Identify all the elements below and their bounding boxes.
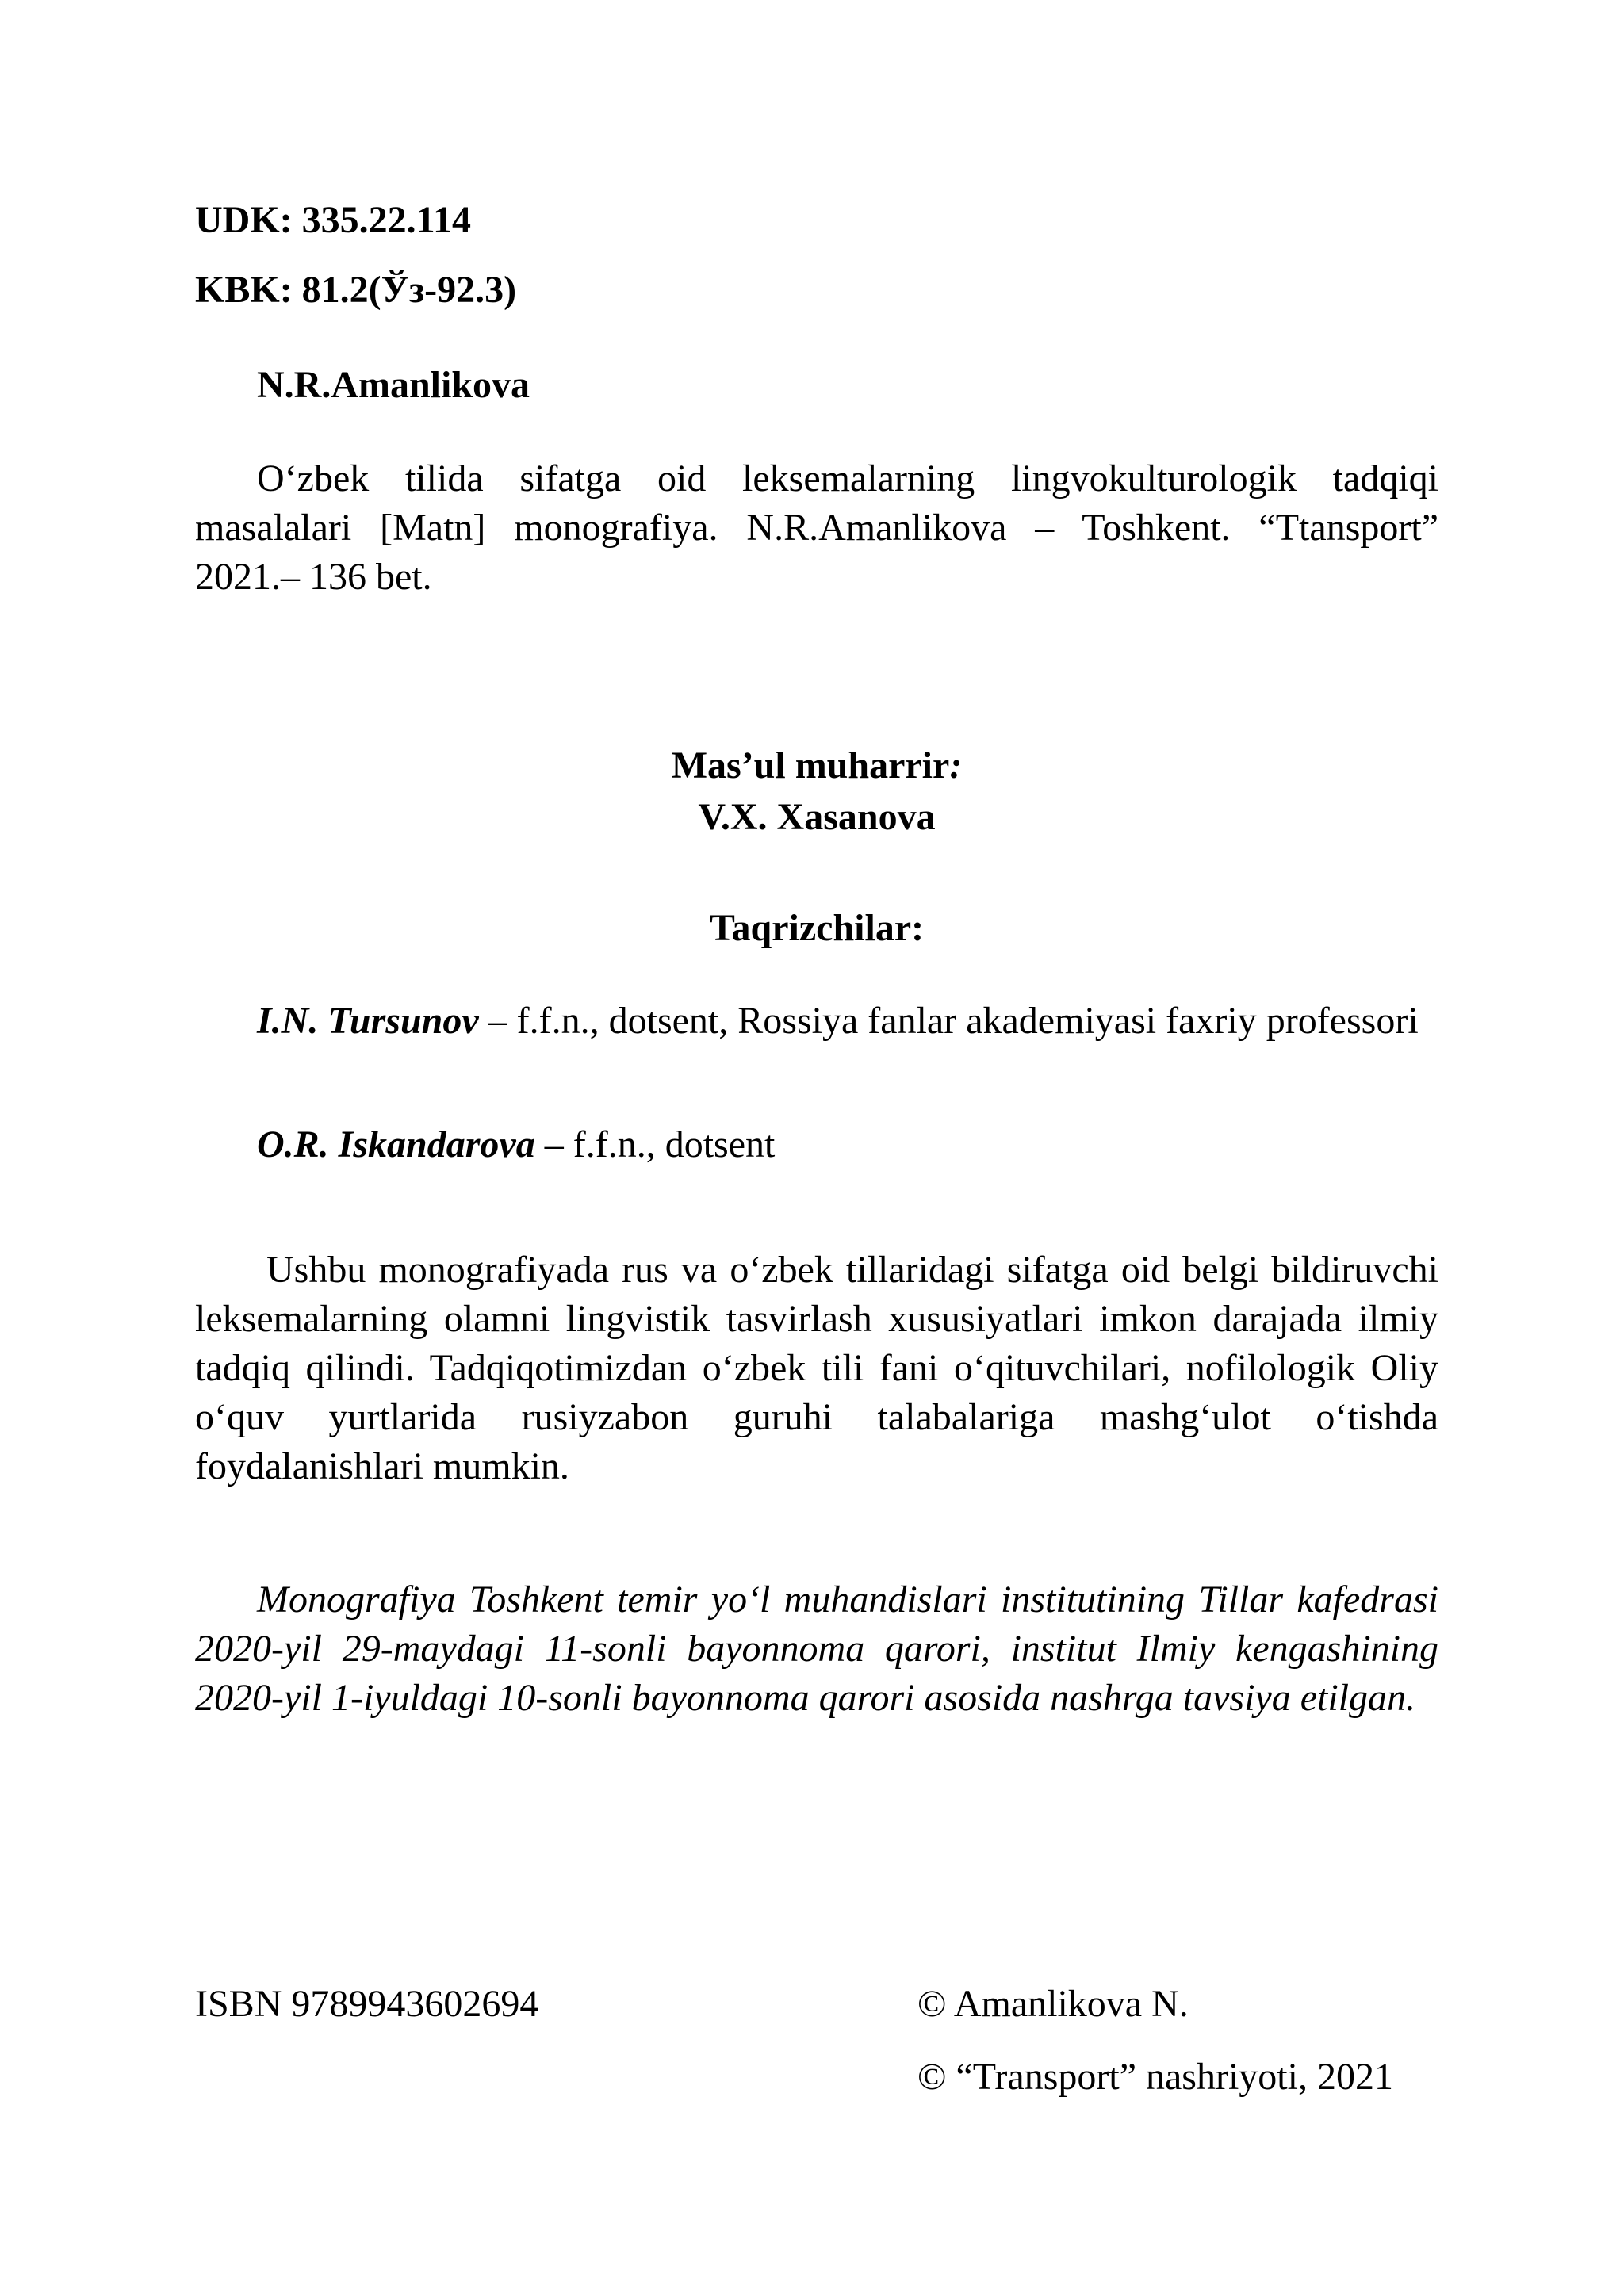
abstract-paragraph: Ushbu monografiyada rus va o‘zbek tillaridagi sifatga oid belgi bildiruvchi leksemalarning olamni lingvistik tasvirlash xususiyatlari imkon darajada ilmiy tadqiq qilindi. Tadqiqotimizdan o‘zbek tili fani o‘qituvchilari, nofilologik Oliy o‘quv yurtlarida rusiyzabon guruhi talabalariga mashg‘ulot o‘tishda foydalanishlari mumkin. — [195, 1249, 1438, 1487]
reviewer-details: – f.f.n., dotsent — [534, 1123, 776, 1165]
reviewer-name: O.R. Iskandarova — [257, 1123, 535, 1165]
copyright-publisher: © “Transport” nashriyoti, 2021 — [917, 2056, 1393, 2098]
author-name: N.R.Amanlikova — [257, 364, 530, 406]
reviewer-name: I.N. Tursunov — [257, 1000, 479, 1042]
reviewer-item — [195, 997, 1438, 1046]
kbk-code: KBK: 81.2(Ўз-92.3) — [195, 269, 517, 311]
editor-heading-label: Mas’ul muharrir — [671, 744, 950, 786]
reviewer-details: – f.f.n., dotsent, Rossiya fanlar akademiyasi faxriy professori — [478, 1000, 1419, 1042]
copyright-author: © Amanlikova N. — [917, 1983, 1189, 2025]
reviewer-item — [195, 1120, 1438, 1169]
reviewers-heading: Taqrizchilar: — [709, 907, 925, 949]
editor-heading — [195, 741, 1438, 790]
recommendation-paragraph: Monografiya Toshkent temir yo‘l muhandislari institutining Tillar kafedrasi 2020-yil 29-maydagi 11-sonli bayonnoma qarori, institut Ilmiy kengashining 2020-yil 1-iyuldagi 10-sonli bayonnoma qarori asosida nashrga tavsiya etilgan. — [195, 1578, 1438, 1719]
isbn: ISBN 9789943602694 — [195, 1983, 539, 2025]
citation-paragraph: O‘zbek tilida sifatga oid leksemalarning lingvokulturologik tadqiqi masalalari [Matn] monografiya. N.R.Amanlikova – Toshkent. “Ttansport” 2021.– 136 bet. — [195, 457, 1438, 598]
udk-code: UDK: 335.22.114 — [195, 199, 471, 241]
editor-name: V.X. Xasanova — [698, 796, 936, 838]
editor-heading-colon: : — [949, 744, 963, 786]
